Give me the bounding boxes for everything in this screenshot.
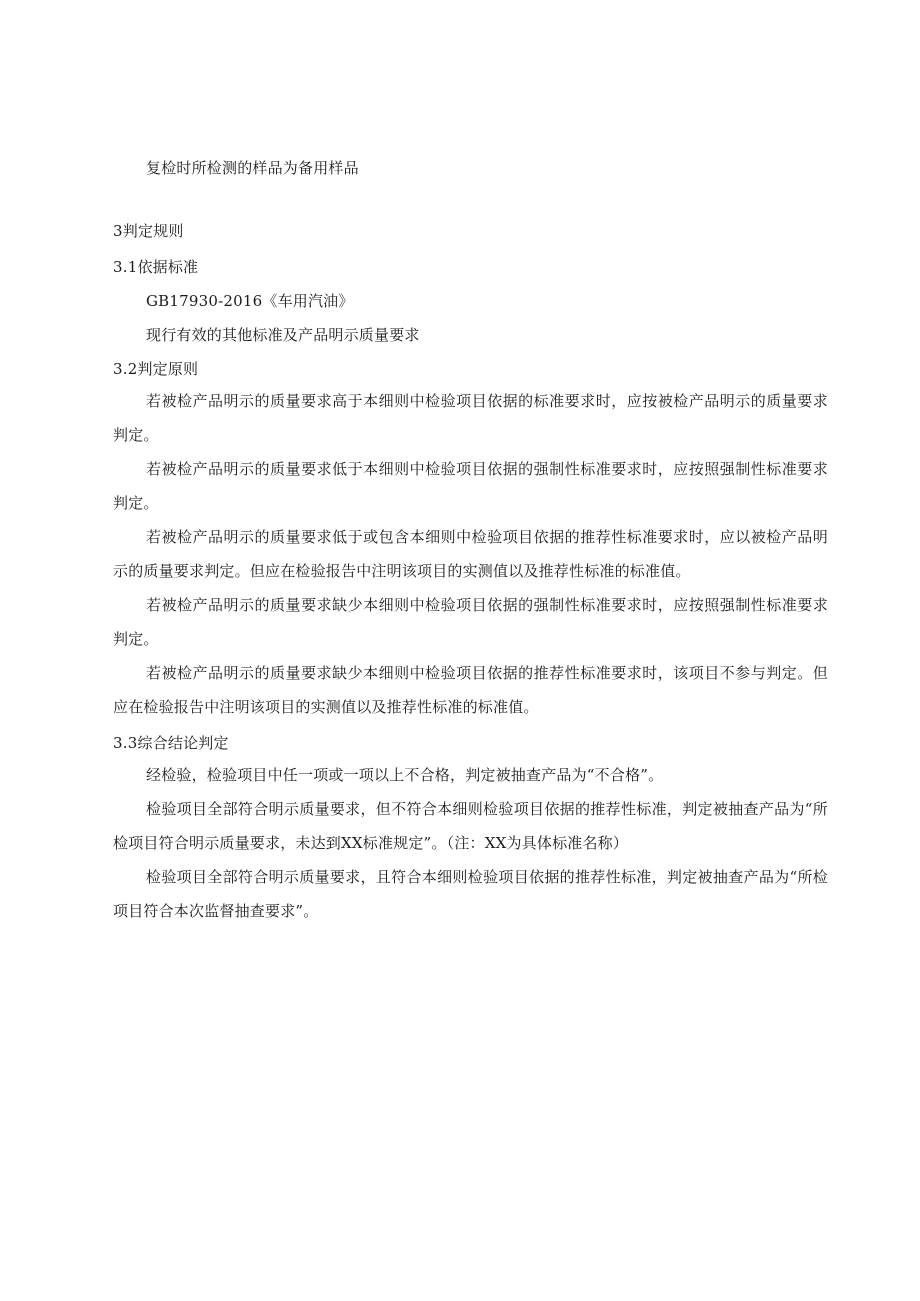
- principle-paragraph-3: 若被检产品明示的质量要求低于或包含本细则中检验项目依据的推荐性标准要求时，应以被检产品明示的质量要求判定。但应在检验报告中注明该项目的实测值以及推荐性标准的标准值。: [113, 528, 828, 580]
- conclusion-paragraph-3: 检验项目全部符合明示质量要求，且符合本细则检验项目依据的推荐性标准，判定被抽查产品为“所检项目符合本次监督抽查要求”。: [113, 868, 828, 920]
- principle-paragraph-2: 若被检产品明示的质量要求低于本细则中检验项目依据的强制性标准要求时，应按照强制性标准要求判定。: [113, 460, 828, 512]
- principle-paragraph-5: 若被检产品明示的质量要求缺少本细则中检验项目依据的推荐性标准要求时，该项目不参与判定。但应在检验报告中注明该项目的实测值以及推荐性标准的标准值。: [113, 664, 828, 716]
- principle-paragraph-1: 若被检产品明示的质量要求高于本细则中检验项目依据的标准要求时，应按被检产品明示的质量要求判定。: [113, 392, 828, 444]
- section-3-2-heading: 3.2判定原则: [113, 360, 199, 378]
- retest-note: 复检时所检测的样品为备用样品: [146, 159, 359, 177]
- standard-item-gb17930: GB17930-2016《车用汽油》: [146, 292, 354, 310]
- section-3-3-heading: 3.3综合结论判定: [113, 734, 229, 752]
- section-3-heading: 3判定规则: [113, 222, 184, 240]
- standard-item-other: 现行有效的其他标准及产品明示质量要求: [146, 326, 420, 344]
- principle-paragraph-4: 若被检产品明示的质量要求缺少本细则中检验项目依据的强制性标准要求时，应按照强制性标准要求判定。: [113, 596, 828, 648]
- conclusion-paragraph-1: 经检验，检验项目中任一项或一项以上不合格，判定被抽查产品为“不合格”。: [146, 766, 664, 784]
- section-3-1-heading: 3.1依据标准: [113, 258, 199, 276]
- conclusion-paragraph-2: 检验项目全部符合明示质量要求，但不符合本细则检验项目依据的推荐性标准，判定被抽查产品为“所检项目符合明示质量要求，未达到XX标准规定”。（注：XX为具体标准名称）: [113, 800, 828, 852]
